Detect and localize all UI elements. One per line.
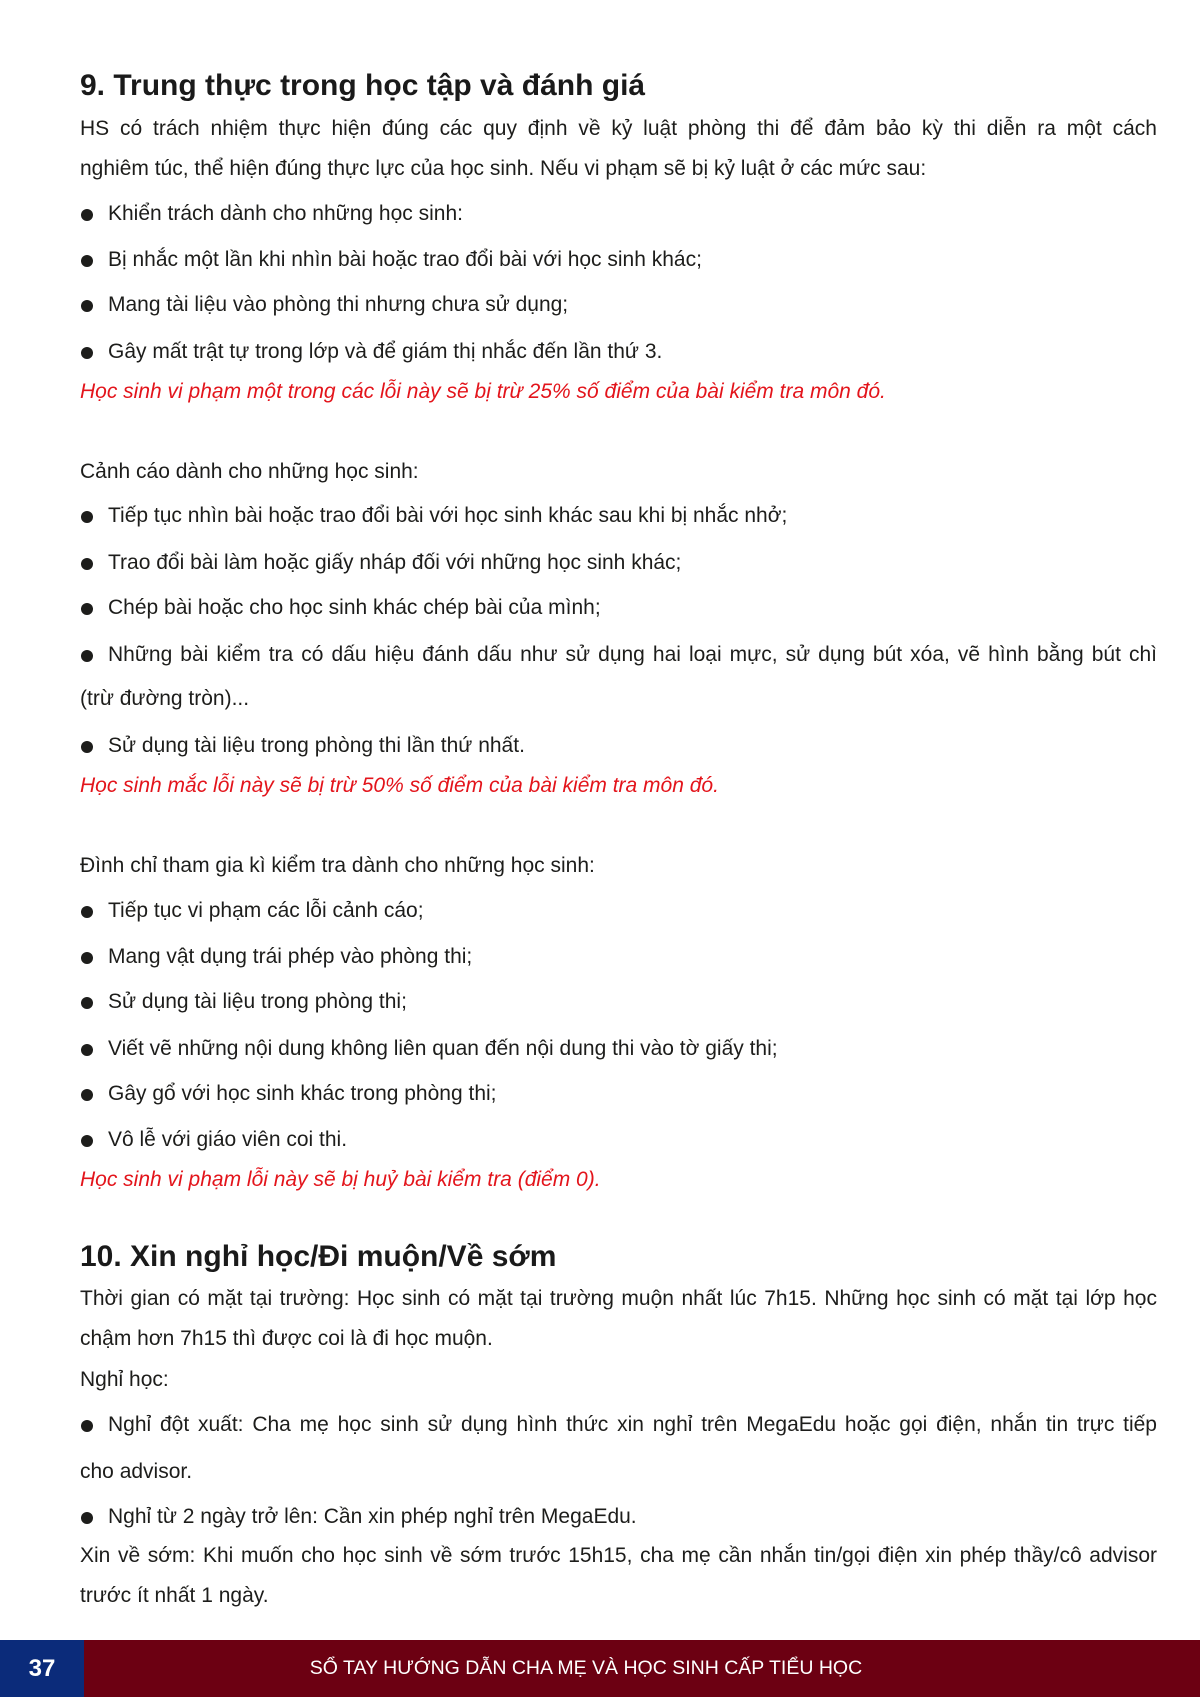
footer-title: SỔ TAY HƯỚNG DẪN CHA MẸ VÀ HỌC SINH CẤP TIỂU HỌC bbox=[309, 1657, 863, 1679]
list-item-text: Gây gổ với học sinh khác trong phòng thi; bbox=[108, 1082, 497, 1105]
penalty-note: Học sinh mắc lỗi này sẽ bị trừ 50% số điểm của bài kiểm tra môn đó. bbox=[80, 774, 719, 797]
paragraph-line: trước ít nhất 1 ngày. bbox=[80, 1584, 269, 1607]
bullet-icon bbox=[81, 209, 93, 221]
list-item bbox=[80, 1405, 1157, 1445]
list-item-text: Mang vật dụng trái phép vào phòng thi; bbox=[108, 945, 473, 968]
penalty-note: Học sinh vi phạm lỗi này sẽ bị huỷ bài kiểm tra (điểm 0). bbox=[80, 1168, 601, 1191]
list-item-text: Bị nhắc một lần khi nhìn bài hoặc trao đổi bài với học sinh khác; bbox=[108, 248, 702, 271]
list-item bbox=[80, 240, 1157, 280]
list-item bbox=[80, 1120, 1157, 1160]
list-item-text: Nghỉ đột xuất: Cha mẹ học sinh sử dụng hình thức xin nghỉ trên MegaEdu hoặc gọi điện, nhắn tin trực tiếp bbox=[108, 1413, 1157, 1436]
list-item bbox=[80, 496, 1157, 536]
list-item bbox=[80, 726, 1157, 766]
bullet-icon bbox=[81, 300, 93, 312]
list-item-text: Tiếp tục vi phạm các lỗi cảnh cáo; bbox=[108, 899, 424, 922]
list-item bbox=[80, 1074, 1157, 1114]
paragraph-line: HS có trách nhiệm thực hiện đúng các quy định về kỷ luật phòng thi để đảm bảo kỳ thi diễn ra một cách bbox=[80, 117, 1157, 140]
bullet-icon bbox=[81, 255, 93, 267]
list-item-text: Chép bài hoặc cho học sinh khác chép bài của mình; bbox=[108, 596, 601, 619]
list-item-text: Nghỉ từ 2 ngày trở lên: Cần xin phép nghỉ trên MegaEdu. bbox=[108, 1505, 637, 1528]
bullet-icon bbox=[81, 1089, 93, 1101]
bullet-icon bbox=[81, 1135, 93, 1147]
penalty-note: Học sinh vi phạm một trong các lỗi này sẽ bị trừ 25% số điểm của bài kiểm tra môn đó. bbox=[80, 380, 886, 403]
paragraph-line: nghiêm túc, thể hiện đúng thực lực của học sinh. Nếu vi phạm sẽ bị kỷ luật ở các mức sau: bbox=[80, 157, 927, 180]
bullet-icon bbox=[81, 741, 93, 753]
list-item bbox=[80, 588, 1157, 628]
list-item-continuation: cho advisor. bbox=[80, 1460, 193, 1483]
page-footer bbox=[0, 1640, 1200, 1697]
list-item-text: Sử dụng tài liệu trong phòng thi; bbox=[108, 990, 407, 1013]
bullet-icon bbox=[81, 1512, 93, 1524]
list-item bbox=[80, 937, 1157, 977]
list-item-text: Sử dụng tài liệu trong phòng thi lần thứ nhất. bbox=[108, 734, 525, 757]
bullet-icon bbox=[81, 952, 93, 964]
bullet-icon bbox=[81, 906, 93, 918]
page-number: 37 bbox=[0, 1640, 84, 1697]
list-item bbox=[80, 543, 1157, 583]
bullet-icon bbox=[81, 650, 93, 662]
list-item-text: Trao đổi bài làm hoặc giấy nháp đối với những học sinh khác; bbox=[108, 551, 682, 574]
subsection-title: Nghỉ học: bbox=[80, 1368, 169, 1391]
list-item-text: Gây mất trật tự trong lớp và để giám thị nhắc đến lần thứ 3. bbox=[108, 340, 663, 363]
list-item bbox=[80, 891, 1157, 931]
list-item bbox=[80, 1029, 1157, 1069]
subsection-title: Cảnh cáo dành cho những học sinh: bbox=[80, 460, 419, 483]
list-item-text: Những bài kiểm tra có dấu hiệu đánh dấu như sử dụng hai loại mực, sử dụng bút xóa, vẽ hình bằng bút chì bbox=[108, 643, 1157, 666]
list-item-text: Viết vẽ những nội dung không liên quan đến nội dung thi vào tờ giấy thi; bbox=[108, 1037, 778, 1060]
list-item bbox=[80, 1497, 1157, 1537]
subsection-title: Đình chỉ tham gia kì kiểm tra dành cho những học sinh: bbox=[80, 854, 595, 877]
list-item-continuation: (trừ đường tròn)... bbox=[80, 687, 250, 710]
bullet-icon bbox=[81, 603, 93, 615]
list-item-text: Tiếp tục nhìn bài hoặc trao đổi bài với học sinh khác sau khi bị nhắc nhở; bbox=[108, 504, 788, 527]
bullet-icon bbox=[81, 511, 93, 523]
paragraph-line: Xin về sớm: Khi muốn cho học sinh về sớm trước 15h15, cha mẹ cần nhắn tin/gọi điện xin phép thầy/cô advisor bbox=[80, 1544, 1157, 1567]
bullet-icon bbox=[81, 347, 93, 359]
list-item-text: Mang tài liệu vào phòng thi nhưng chưa sử dụng; bbox=[108, 293, 569, 316]
list-item bbox=[80, 285, 1157, 325]
list-item-text: Vô lễ với giáo viên coi thi. bbox=[108, 1128, 348, 1151]
bullet-icon bbox=[81, 1420, 93, 1432]
section-heading: 10. Xin nghỉ học/Đi muộn/Về sớm bbox=[80, 1240, 557, 1273]
list-item bbox=[80, 635, 1157, 675]
bullet-icon bbox=[81, 558, 93, 570]
list-item-text: Khiển trách dành cho những học sinh: bbox=[108, 202, 463, 225]
list-item bbox=[80, 332, 1157, 372]
bullet-icon bbox=[81, 1044, 93, 1056]
paragraph-line: Thời gian có mặt tại trường: Học sinh có mặt tại trường muộn nhất lúc 7h15. Những học sinh có mặt tại lớp học bbox=[80, 1287, 1157, 1310]
list-item bbox=[80, 194, 1157, 234]
bullet-icon bbox=[81, 997, 93, 1009]
section-heading: 9. Trung thực trong học tập và đánh giá bbox=[80, 69, 646, 102]
list-item bbox=[80, 982, 1157, 1022]
paragraph-line: chậm hơn 7h15 thì được coi là đi học muộn. bbox=[80, 1327, 493, 1350]
